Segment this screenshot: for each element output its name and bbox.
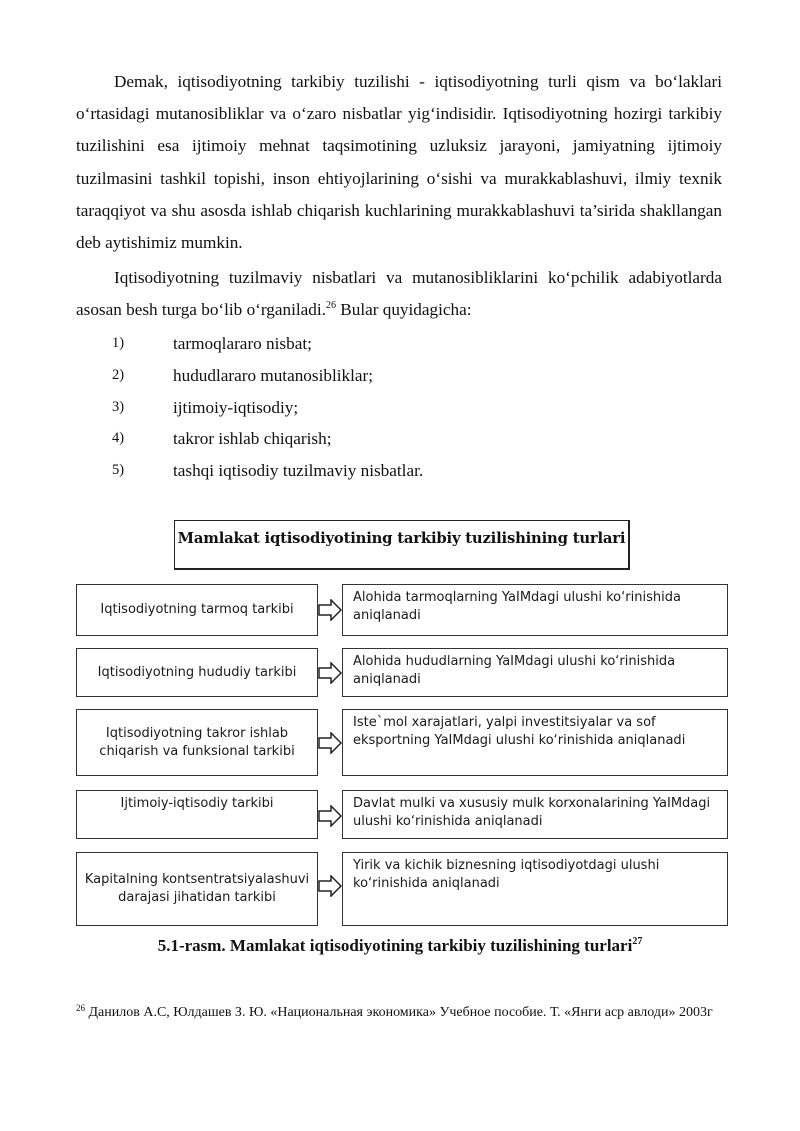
- list-number: 3): [112, 398, 125, 415]
- caption-text: 5.1-rasm. Mamlakat iqtisodiyotining tarkibiy tuzilishining turlari: [157, 936, 633, 955]
- footnote-number: 26: [76, 1003, 85, 1013]
- right-box-label: Iste`mol xarajatlari, yalpi investitsiyalar va sof eksportning YaIMdagi ulushi ko‘rinishida aniqlanadi: [353, 715, 686, 748]
- footnote-reference[interactable]: 26: [325, 300, 336, 312]
- diagram-right-box: [342, 709, 728, 776]
- right-arrow-icon: [318, 805, 342, 827]
- footnote-reference[interactable]: 27: [632, 936, 643, 947]
- right-box-label: Davlat mulki va xususiy mulk korxonalarining YaIMdagi ulushi ko‘rinishida aniqlanadi: [353, 796, 711, 829]
- left-box-label: Iqtisodiyotning takror ishlab chiqarish va funksional tarkibi: [99, 725, 295, 759]
- diagram-title-box: [174, 520, 630, 570]
- diagram-right-box: [342, 584, 728, 636]
- right-arrow-icon: [318, 662, 342, 684]
- list-item-text: ijtimoiy-iqtisodiy;: [173, 397, 299, 417]
- diagram-right-box: [342, 790, 728, 839]
- footnote-text: Данилов А.С, Юлдашев З. Ю. «Национальная экономика» Учебное пособие. Т. «Янги аср авлоди» 2003г: [85, 1005, 713, 1020]
- list-item-text: tarmoqlararo nisbat;: [173, 334, 312, 353]
- right-arrow-icon: [318, 875, 342, 897]
- figure-caption: [0, 936, 800, 956]
- list-item-text: takror ishlab chiqarish;: [173, 429, 332, 449]
- diagram-left-box: [76, 790, 318, 839]
- paragraph-text: Iqtisodiyotning tuzilmaviy nisbatlari va mutanosibliklarini ko‘pchilik adabiyotlarda asosan besh turga bo‘lib o‘rganiladi.: [76, 268, 722, 320]
- left-box-label: Iqtisodiyotning tarmoq tarkibi: [100, 602, 294, 617]
- diagram-title: Mamlakat iqtisodiyotining tarkibiy tuzilishining turlari: [177, 530, 626, 547]
- right-box-label: Alohida tarmoqlarning YaIMdagi ulushi ko‘rinishida aniqlanadi: [353, 590, 681, 623]
- left-box-label: Iqtisodiyotning hududiy tarkibi: [97, 664, 297, 680]
- diagram-right-box: [342, 648, 728, 697]
- left-box-label: Ijtimoiy-iqtisodiy tarkibi: [120, 796, 274, 811]
- right-box-label: Alohida hududlarning YaIMdagi ulushi ko‘rinishida aniqlanadi: [353, 654, 676, 687]
- diagram-left-box: [76, 709, 318, 776]
- paragraph: Demak, iqtisodiyotning tarkibiy tuzilishi - iqtisodiyotning turli qism va bo‘laklari o‘rtasidagi mutanosibliklar va o‘zaro nisbatlar yig‘indisidir. Iqtisodiyotning hozirgi tarkibiy tuzilishini esa ijtimoiy mehnat taqsimotining uzluksiz jarayoni, jamiyatning ijtimoiy tuzilmasini tashkil topishi, inson ehtiyojlarining o‘sishi va murakkablashuvi, ilmiy texnik taraqqiyot va shu asosda ishlab chiqarish kuchlarining murakkablashuvi ta’sirida shakllangan deb aytishimiz mumkin.: [76, 72, 722, 253]
- diagram-left-box: [76, 648, 318, 697]
- diagram-left-box: [76, 584, 318, 636]
- list-number: 5): [112, 462, 125, 479]
- list-number: 4): [112, 430, 125, 447]
- list-number: 1): [112, 335, 125, 351]
- right-arrow-icon: [318, 599, 342, 621]
- right-box-label: Yirik va kichik biznesning iqtisodiyotdagi ulushi ko‘rinishida aniqlanadi: [353, 858, 660, 891]
- right-arrow-icon: [318, 732, 342, 754]
- left-box-label: Kapitalning kontsentratsiyalashuvi darajasi jihatidan tarkibi: [84, 872, 310, 905]
- diagram-left-box: [76, 852, 318, 926]
- paragraph-text: Bular quyidagicha:: [335, 300, 472, 320]
- list-item-text: hududlararo mutanosibliklar;: [173, 365, 373, 385]
- list-item-text: tashqi iqtisodiy tuzilmaviy nisbatlar.: [173, 461, 424, 481]
- footnote: [76, 1003, 716, 1020]
- paragraph: [76, 262, 722, 326]
- list-number: 2): [112, 366, 125, 383]
- diagram-right-box: [342, 852, 728, 926]
